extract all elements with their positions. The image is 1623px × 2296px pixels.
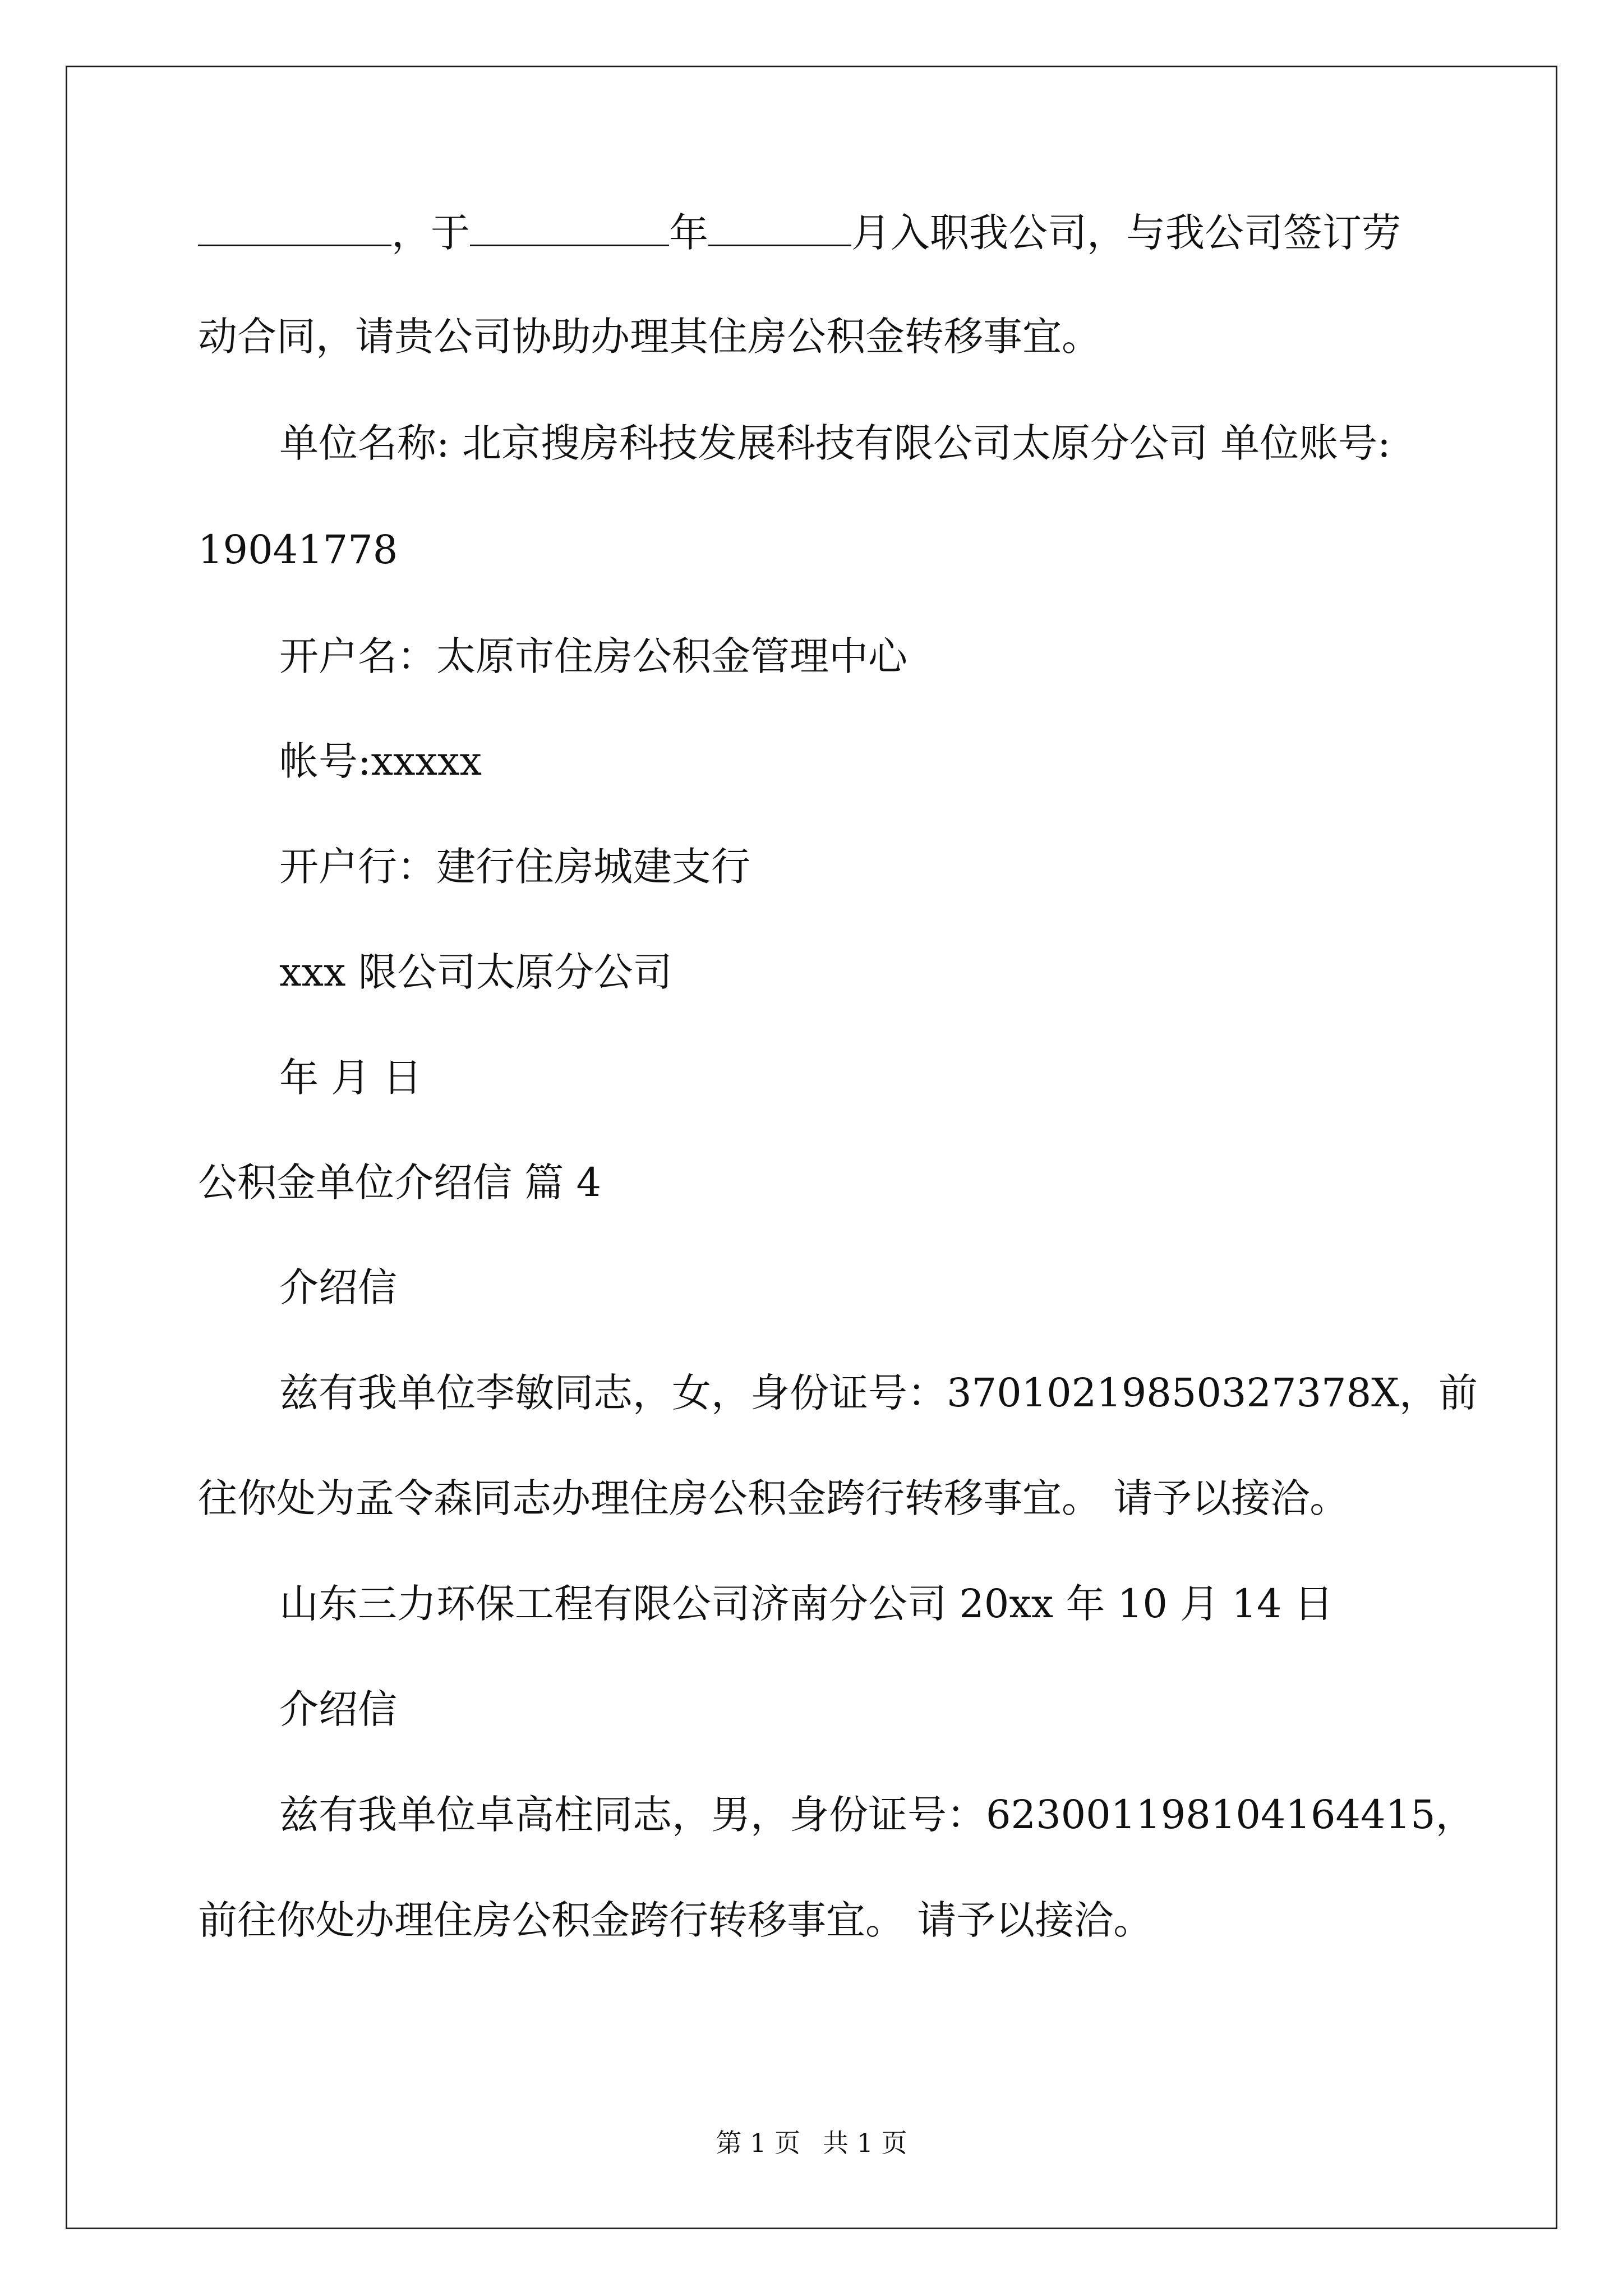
text-line-3: 单位名称: 北京搜房科技发展科技有限公司太原分公司 单位账号: [279,420,1391,466]
page-footer [0,2126,1623,2160]
text-line-2: 动合同，请贵公司协助办理其住房公积金转移事宜。 [198,314,1101,360]
text-line-8: xxx 限公司太原分公司 [279,949,672,995]
text-line-9: 年 月 日 [279,1055,422,1101]
text-line-5: 开户名：太原市住房公积金管理中心 [279,633,907,679]
text-segment: 年 [669,210,708,256]
letter-title-2: 介绍信 [279,1686,397,1732]
text-line-1 [198,208,1401,258]
text-line-4: 19041778 [198,527,398,573]
text-line-13: 往你处为孟令森同志办理住房公积金跨行转移事宜。 请予以接洽。 [198,1475,1349,1521]
text-line-17: 前往你处办理住房公积金跨行转移事宜。 请予以接洽。 [198,1897,1153,1943]
text-segment: 月入职我公司，与我公司签订劳 [851,210,1401,256]
blank-month [708,210,851,246]
text-line-14: 山东三力环保工程有限公司济南分公司 20xx 年 10 月 14 日 [279,1581,1334,1627]
letter-title-1: 介绍信 [279,1264,397,1310]
page-total: 共 1 页 [823,2128,907,2158]
text-line-16: 兹有我单位卓高柱同志，男，身份证号：623001198104164415， [279,1792,1475,1838]
section-heading: 公积金单位介绍信 篇 4 [198,1159,602,1205]
text-segment: ，于 [391,210,470,256]
blank-year [470,210,669,246]
text-line-12: 兹有我单位李敏同志，女，身份证号：37010219850327378X，前 [279,1370,1478,1416]
page-number: 第 1 页 [716,2128,800,2158]
blank-name [198,210,391,246]
text-line-7: 开户行：建行住房城建支行 [279,844,750,890]
text-line-6: 帐号:xxxxx [279,738,482,784]
